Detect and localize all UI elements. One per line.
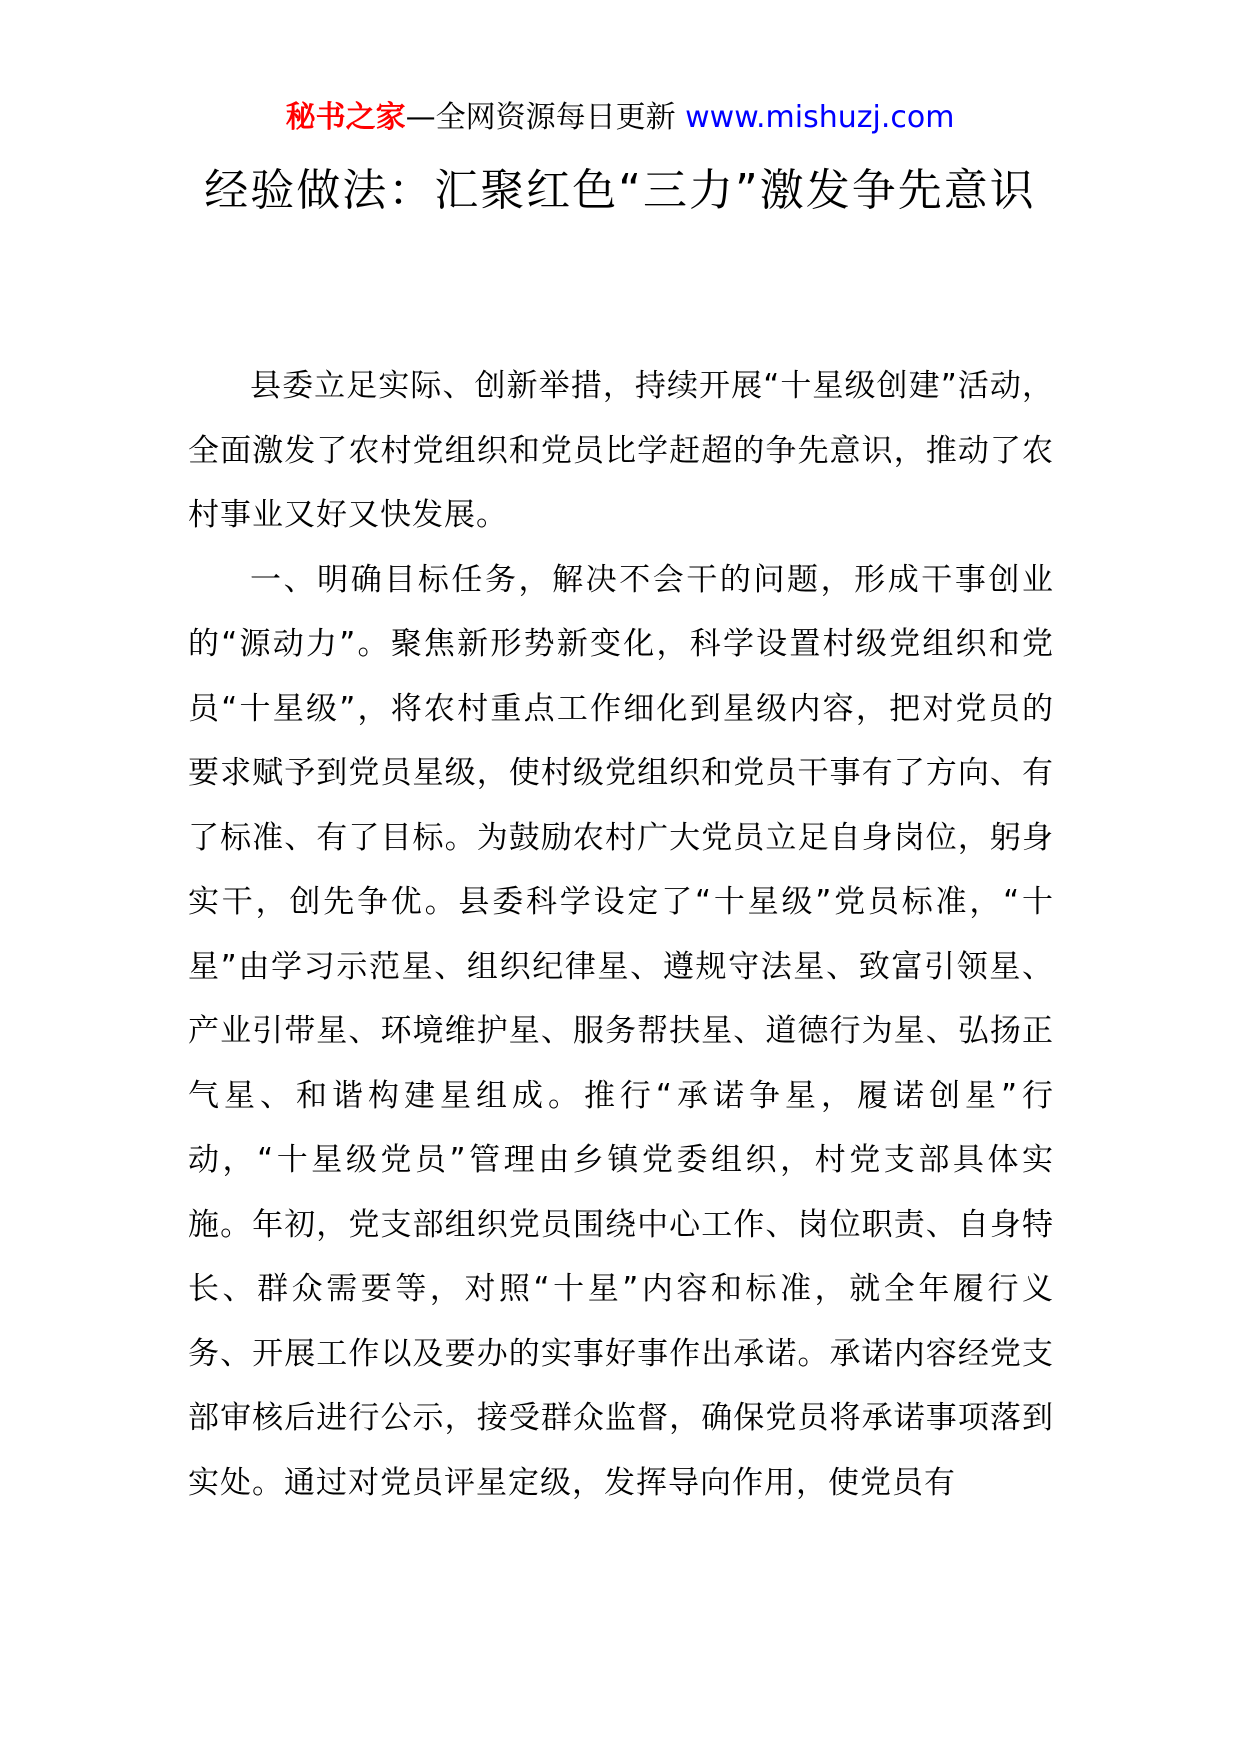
site-tagline: —全网资源每日更新 <box>405 100 676 135</box>
site-header <box>0 98 1240 138</box>
site-url-link[interactable]: www.mishuzj.com <box>685 100 955 135</box>
document-title: 经验做法：汇聚红色“三力”激发争先意识 <box>204 165 1036 216</box>
site-brand: 秘书之家 <box>285 100 406 135</box>
document-body <box>188 354 1054 1515</box>
paragraph-section-one: 一、明确目标任务，解决不会干的问题，形成干事创业的“源动力”。聚焦新形势新变化，科学设置村级党组织和党员“十星级”，将农村重点工作细化到星级内容，把对党员的要求赋予到党员星级，使村级党组织和党员干事有了方向、有了标准、有了目标。为鼓励农村广大党员立足自身岗位，躬身实干，创先争优。县委科学设定了“十星级”党员标准，“十星”由学习示范星、组织纪律星、遵规守法星、致富引领星、产业引带星、环境维护星、服务帮扶星、道德行为星、弘扬正气星、和谐构建星组成。推行“承诺争星，履诺创星”行动，“十星级党员”管理由乡镇党委组织，村党支部具体实施。年初，党支部组织党员围绕中心工作、岗位职责、自身特长、群众需要等，对照“十星”内容和标准，就全年履行义务、开展工作以及要办的实事好事作出承诺。承诺内容经党支部审核后进行公示，接受群众监督，确保党员将承诺事项落到实处。通过对党员评星定级，发挥导向作用，使党员有 <box>188 561 1054 1501</box>
paragraph-intro: 县委立足实际、创新举措，持续开展“十星级创建”活动，全面激发了农村党组织和党员比学赶超的争先意识，推动了农村事业又好又快发展。 <box>188 368 1054 533</box>
